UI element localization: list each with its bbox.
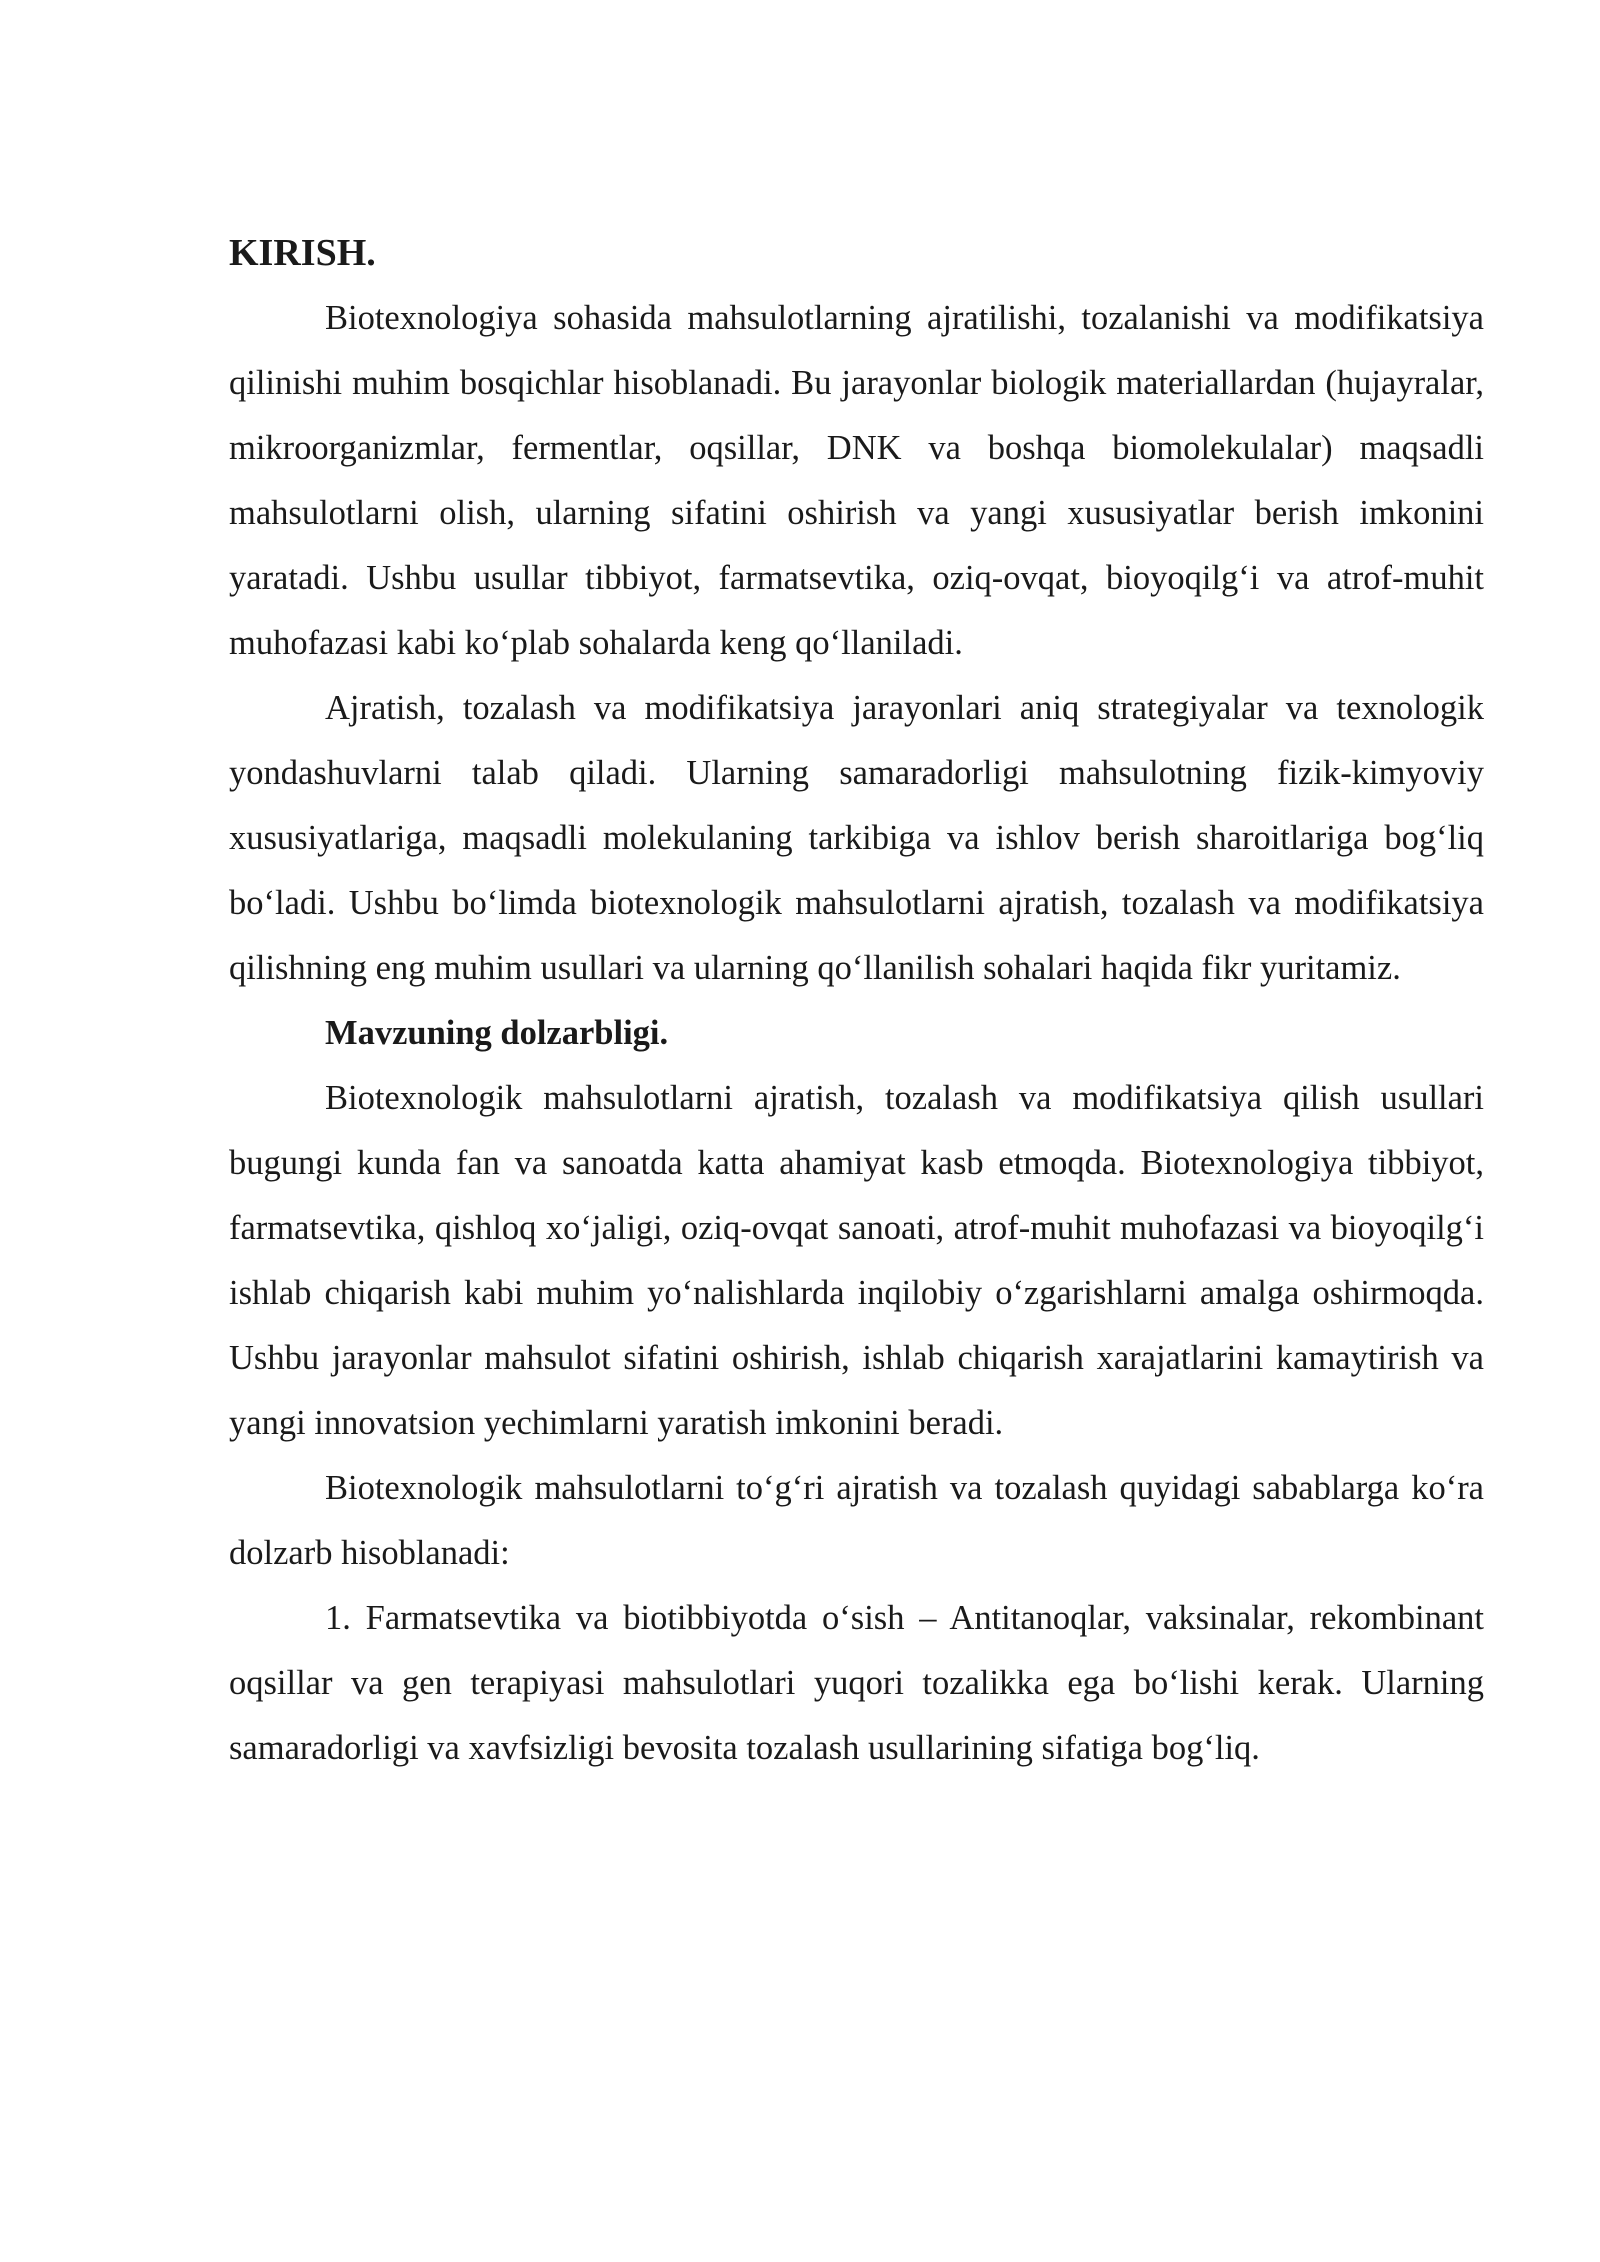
relevance-subheading: Mavzuning dolzarbligi.	[325, 1014, 669, 1052]
intro-paragraph-2: Ajratish, tozalash va modifikatsiya jarayonlari aniq strategiyalar va texnologik yondashuvlarni talab qiladi. Ularning samaradorligi mahsulotning fizik-kimyoviy xususiyatlariga, maqsadli molekulaning tarkibiga va ishlov berish sharoitlariga bog‘liq bo‘ladi. Ushbu bo‘limda biotexnologik mahsulotlarni ajratish, tozalash va modifikatsiya qilishning eng muhim usullari va ularning qo‘llanilish sohalari haqida fikr yuritamiz.	[229, 689, 1484, 987]
relevance-paragraph-2: Biotexnologik mahsulotlarni to‘g‘ri ajratish va tozalash quyidagi sabablarga ko‘ra dolzarb hisoblanadi:	[229, 1469, 1484, 1572]
intro-paragraph-1: Biotexnologiya sohasida mahsulotlarning ajratilishi, tozalanishi va modifikatsiya qilinishi muhim bosqichlar hisoblanadi. Bu jarayonlar biologik materiallardan (hujayralar, mikroorganizmlar, fermentlar, oqsillar, DNK va boshqa biomolekulalar) maqsadli mahsulotlarni olish, ularning sifatini oshirish va yangi xususiyatlar berish imkonini yaratadi. Ushbu usullar tibbiyot, farmatsevtika, oziq-ovqat, bioyoqilg‘i va atrof-muhit muhofazasi kabi ko‘plab sohalarda keng qo‘llaniladi.	[229, 299, 1484, 662]
document-page	[229, 228, 1484, 1781]
relevance-paragraph-1: Biotexnologik mahsulotlarni ajratish, tozalash va modifikatsiya qilish usullari bugungi kunda fan va sanoatda katta ahamiyat kasb etmoqda. Biotexnologiya tibbiyot, farmatsevtika, qishloq xo‘jaligi, oziq-ovqat sanoati, atrof-muhit muhofazasi va bioyoqilg‘i ishlab chiqarish kabi muhim yo‘nalishlarda inqilobiy o‘zgarishlarni amalga oshirmoqda. Ushbu jarayonlar mahsulot sifatini oshirish, ishlab chiqarish xarajatlarini kamaytirish va yangi innovatsion yechimlarni yaratish imkonini beradi.	[229, 1079, 1484, 1442]
section-heading: KIRISH.	[229, 232, 376, 274]
list-item-1: 1. Farmatsevtika va biotibbiyotda o‘sish – Antitanoqlar, vaksinalar, rekombinant oqsillar va gen terapiyasi mahsulotlari yuqori tozalikka ega bo‘lishi kerak. Ularning samaradorligi va xavfsizligi bevosita tozalash usullarining sifatiga bog‘liq.	[229, 1599, 1484, 1767]
